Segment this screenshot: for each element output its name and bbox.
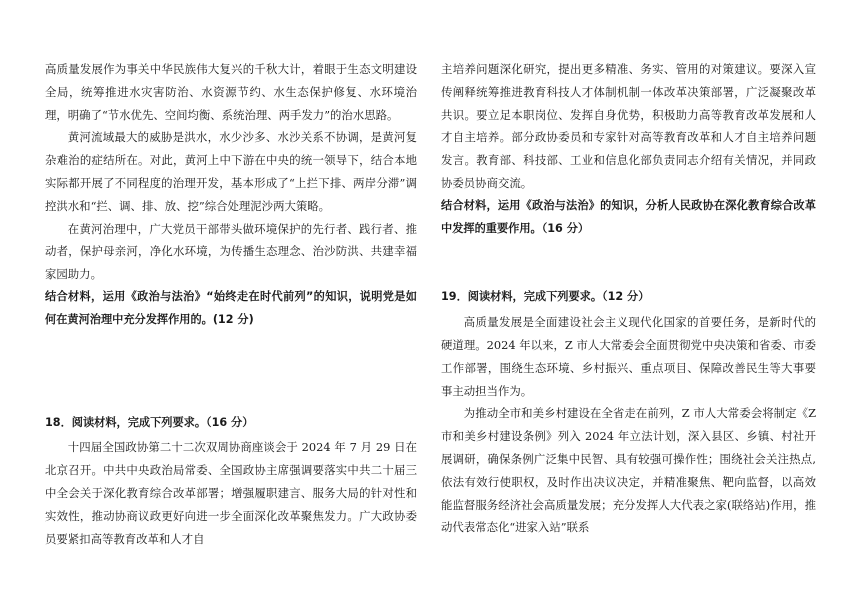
material-paragraph: 高质量发展作为事关中华民族伟大复兴的千秋大计，着眼于生态文明建设全局，统筹推进水灾害防治、水资源节约、水生态保护修复、水环境治理，明确了“节水优先、空间均衡、系统治理、两手发力”的治水思路。: [45, 62, 417, 122]
material-paragraph: 黄河流域最大的威胁是洪水，水少沙多、水沙关系不协调，是黄河复杂难治的症结所在。对此，黄河上中下游在中央的统一领导下，结合本地实际都开展了不同程度的治理开发，基本形成了“上拦下排、两岸分滞”调控洪水和“拦、调、排、放、挖”综合处理泥沙两大策略。: [45, 130, 417, 213]
answer-space: [441, 240, 816, 286]
material-paragraph: 为推动全市和美乡村建设在全省走在前列，Z 市人大常委会将制定《Z 市和美乡村建设条例》列入 2024 年立法计划，深入县区、乡镇、村社开展调研，确保条例广泛集中民智、具有较强可操作性；围绕社会关注热点,依法有效行使职权，及时作出决议决定，并精准聚焦、靶向监督，以高效能监督服务经济社会高质量发展；充分发挥人大代表之家(联络站)作用，推动代表常态化“进家入站”联系: [441, 406, 816, 535]
question-prompt: 结合材料，运用《政治与法治》“始终走在时代前列”的知识，说明党是如何在黄河治理中充分发挥作用的。(12 分): [45, 289, 417, 326]
material-paragraph: 十四届全国政协第二十二次双周协商座谈会于 2024 年 7 月 29 日在北京召开。中共中央政治局常委、全国政协主席强调要落实中共二十届三中全会关于深化教育综合改革部署；增强履职建言、服务大局的针对性和实效性，推动协商议政更好向进一步全面深化改革聚焦发力。广大政协委员要紧扣高等教育改革和人才自: [45, 440, 417, 546]
question-18-title: 18．阅读材料，完成下列要求。（16 分）: [45, 415, 254, 429]
right-column: [441, 58, 816, 539]
left-column: [45, 58, 417, 550]
material-paragraph: 在黄河治理中，广大党员干部带头做环境保护的先行者、践行者、推动者，保护母亲河，净化水环境，为传播生态理念、治沙防洪、共建幸福家园助力。: [45, 221, 417, 282]
question-19-title: 19．阅读材料，完成下列要求。（12 分）: [441, 290, 650, 304]
answer-space: [45, 332, 417, 412]
material-paragraph: 高质量发展是全面建设社会主义现代化国家的首要任务，是新时代的硬道理。2024 年以来，Z 市人大常委会全面贯彻党中央决策和省委、市委工作部署，围绕生态环境、乡村振兴、重点项目、保障改善民生等大事要事主动担当作为。: [441, 315, 816, 398]
question-prompt: 结合材料，运用《政治与法治》的知识，分析人民政协在深化教育综合改革中发挥的重要作用。（16 分）: [441, 198, 816, 235]
material-paragraph: 主培养问题深化研究，提出更多精准、务实、管用的对策建议。要深入宣传阐释统筹推进教育科技人才体制机制一体改革决策部署，广泛凝聚改革共识。要立足本职岗位、发挥自身优势，积极助力高等教育改革发展和人才自主培养。部分政协委员和专家针对高等教育改革和人才自主培养问题发言。教育部、科技部、工业和信息化部负责同志介绍有关情况，并同政协委员协商交流。: [441, 62, 816, 190]
